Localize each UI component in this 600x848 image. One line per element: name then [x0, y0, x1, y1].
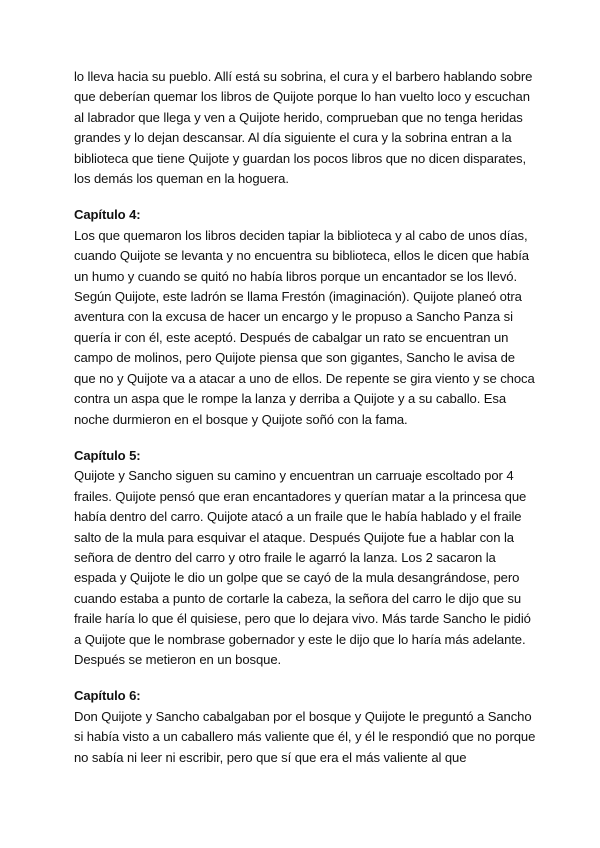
paragraph-spacer [74, 189, 536, 205]
chapter-6-text: Don Quijote y Sancho cabalgaban por el bosque y Quijote le preguntó a Sancho si había visto a un caballero más valiente que él, y él le respondió que no porque no sabía ni leer ni escribir, pero que sí que era el más valiente al que [74, 708, 536, 765]
chapter-5-heading: Capítulo 5: [74, 447, 141, 463]
intro-paragraph: lo lleva hacia su pueblo. Allí está su sobrina, el cura y el barbero hablando sobre que deberían quemar los libros de Quijote porque lo han vuelto loco y escuchan al labrador que llega y ven a Quijote herido, comprueban que no tenga heridas grandes y lo dejan descansar. Al día siguiente el cura y la sobrina entran a la biblioteca que tiene Quijote y guardan los pocos libros que no dicen disparates, los demás los queman en la hoguera. [74, 69, 533, 187]
paragraph-spacer [74, 430, 536, 446]
chapter-4-text: Los que quemaron los libros deciden tapiar la biblioteca y al cabo de unos días, cuando Quijote se levanta y no encuentra su biblioteca, ellos le dicen que había un humo y cuando se quitó no había libros porque un encantador se los llevó. Según Quijote, este ladrón se llama Frestón (imaginación). Quijote planeó otra aventura con la excusa de hacer un encargo y le propuso a Sancho Panza si quería ir con él, este aceptó. Después de cabalgar un rato se encuentran un campo de molinos, pero Quijote piensa que son gigantes, Sancho le avisa de que no y Quijote va a atacar a uno de ellos. De repente se gira viento y se choca contra un aspa que le rompe la lanza y derriba a Quijote y a su caballo. Esa noche durmieron en el bosque y Quijote soñó con la fama. [74, 227, 535, 427]
document-body [74, 67, 536, 768]
chapter-6-heading: Capítulo 6: [74, 688, 141, 704]
chapter-4-heading: Capítulo 4: [74, 207, 141, 223]
chapter-5-text: Quijote y Sancho siguen su camino y encuentran un carruaje escoltado por 4 frailes. Quijote pensó que eran encantadores y querían matar a la princesa que había dentro del carro. Quijote atacó a un fraile que le había hablado y el fraile salto de la mula para esquivar el ataque. Después Quijote fue a hablar con la señora de dentro del carro y otro fraile le agarró la lanza. Los 2 sacaron la espada y Quijote le dio un golpe que se cayó de la mula desangrándose, pero cuando estaba a punto de cortarle la cabeza, la señora del carro le dijo que su fraile haría lo que él quisiese, pero que lo dejara vivo. Más tarde Sancho le pidió a Quijote que le nombrase gobernador y este le dijo que lo haría más adelante. Después se metieron en un bosque. [74, 468, 531, 667]
paragraph-spacer [74, 670, 536, 686]
